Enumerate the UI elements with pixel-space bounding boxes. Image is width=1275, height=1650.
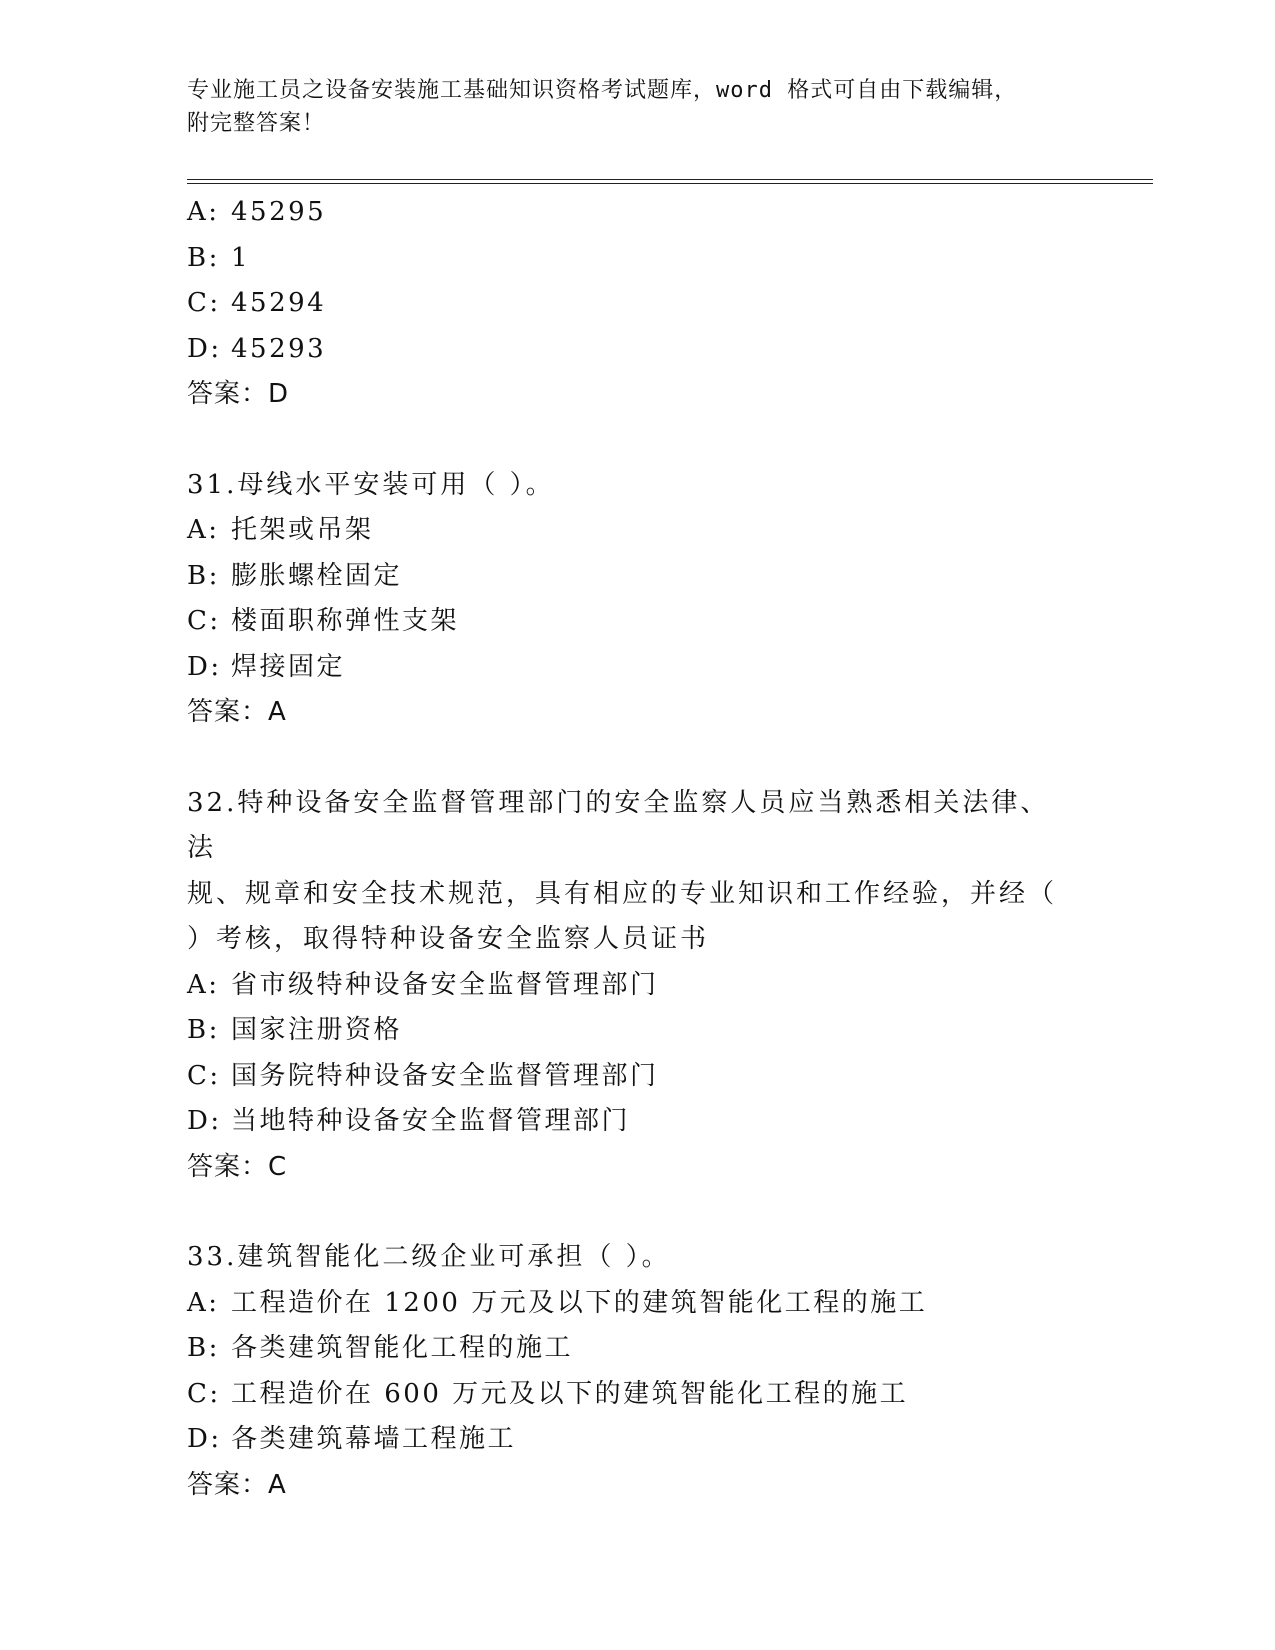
option-letter: C: — [187, 1378, 221, 1409]
option-c — [187, 1372, 1087, 1418]
option-text: 托架或吊架 — [231, 515, 374, 545]
option-a — [187, 963, 1087, 1009]
question-stem-line-3: ）考核，取得特种设备安全监察人员证书 — [187, 924, 710, 954]
option-text: 国务院特种设备安全监督管理部门 — [231, 1060, 659, 1091]
option-letter: A: — [187, 969, 220, 1000]
option-letter: B: — [187, 1333, 220, 1363]
option-text: 工程造价在 1200 万元及以下的建筑智能化工程的施工 — [231, 1287, 928, 1318]
option-a — [187, 1281, 1087, 1327]
option-text: 焊接固定 — [231, 651, 346, 682]
question-31 — [187, 463, 1087, 736]
option-b — [187, 554, 1087, 600]
option-letter: C: — [187, 288, 221, 318]
option-letter: A: — [187, 197, 220, 227]
option-a — [187, 508, 1087, 554]
answer-line: 答案：A — [187, 697, 287, 727]
option-letter: A: — [187, 515, 220, 545]
header-line-2: 附完整答案！ — [187, 111, 326, 136]
question-30 — [187, 190, 1087, 418]
document-header — [187, 74, 1067, 140]
option-d — [187, 645, 1087, 691]
option-d — [187, 327, 1087, 373]
question-content — [187, 190, 1087, 1508]
option-text: 45295 — [231, 197, 327, 227]
option-a — [187, 190, 1087, 236]
question-stem-line-2: 规、规章和安全技术规范，具有相应的专业知识和工作经验，并经（ — [187, 878, 1058, 909]
option-b — [187, 1326, 1087, 1372]
option-letter: B: — [187, 560, 220, 591]
option-text: 45293 — [231, 333, 327, 364]
option-text: 膨胀螺栓固定 — [231, 560, 403, 591]
answer-line: 答案：C — [187, 1151, 288, 1182]
option-text: 45294 — [231, 288, 327, 318]
header-line-1: 专业施工员之设备安装施工基础知识资格考试题库，word 格式可自由下载编辑， — [187, 78, 1018, 103]
option-text: 工程造价在 600 万元及以下的建筑智能化工程的施工 — [231, 1378, 909, 1409]
option-text: 当地特种设备安全监督管理部门 — [231, 1106, 631, 1136]
option-letter: C: — [187, 1060, 221, 1091]
question-stem: 31.母线水平安装可用（ ）。 — [187, 469, 555, 500]
option-letter: D: — [187, 333, 222, 364]
option-letter: C: — [187, 606, 221, 636]
option-d — [187, 1099, 1087, 1145]
option-text: 国家注册资格 — [231, 1015, 403, 1045]
option-letter: D: — [187, 651, 222, 682]
answer-line: 答案：A — [187, 1469, 287, 1500]
option-b — [187, 1008, 1087, 1054]
header-divider-top — [187, 179, 1153, 180]
option-letter: A: — [187, 1287, 220, 1318]
question-33 — [187, 1235, 1087, 1508]
option-d — [187, 1417, 1087, 1463]
option-text: 各类建筑幕墙工程施工 — [231, 1424, 517, 1454]
header-divider-bottom — [187, 183, 1153, 184]
option-letter: D: — [187, 1106, 222, 1136]
option-letter: D: — [187, 1424, 222, 1454]
option-c — [187, 599, 1087, 645]
option-c — [187, 281, 1087, 327]
option-letter: B: — [187, 1015, 220, 1045]
option-text: 1 — [231, 242, 251, 273]
option-text: 省市级特种设备安全监督管理部门 — [231, 969, 659, 1000]
option-letter: B: — [187, 242, 220, 273]
question-stem-line-1: 32.特种设备安全监督管理部门的安全监察人员应当熟悉相关法律、法 — [187, 787, 1050, 863]
question-32 — [187, 781, 1087, 1191]
option-text: 各类建筑智能化工程的施工 — [231, 1333, 574, 1363]
answer-line: 答案：D — [187, 379, 290, 409]
option-c — [187, 1054, 1087, 1100]
option-b — [187, 236, 1087, 282]
question-stem: 33.建筑智能化二级企业可承担（ ）。 — [187, 1242, 671, 1272]
option-text: 楼面职称弹性支架 — [231, 606, 460, 636]
